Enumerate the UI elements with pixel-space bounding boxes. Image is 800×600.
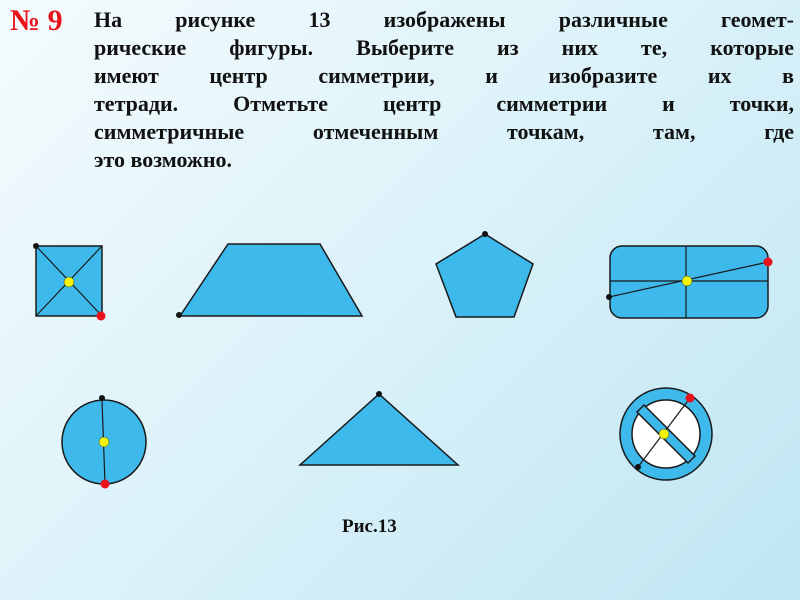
triangle-shape [300,394,458,465]
marked-point [635,464,641,470]
marked-point [33,243,39,249]
center-point [659,429,669,439]
marked-point [482,231,488,237]
marked-point [376,391,382,397]
center-point [64,277,74,287]
symmetric-point [97,312,106,321]
task-text-line: На рисунке 13 изображены различные геомет- [94,7,794,32]
pentagon-shape [436,234,533,317]
figure-crossed-ring [620,388,712,480]
symmetric-point [764,258,773,267]
task-text-line: симметричные отмеченным точкам, там, где [94,119,794,144]
task-number: № 9 [10,4,63,37]
task-text-line: имеют центр симметрии, и изобразите их в [94,63,794,88]
figure-circle [62,395,146,489]
task-text-line: это возможно. [94,147,233,172]
figure-rounded-rectangle [606,246,773,318]
figure-pentagon [436,231,533,317]
task-text-line: тетради. Отметьте центр симметрии и точки, [94,91,794,116]
figure-caption: Рис.13 [342,516,397,537]
symmetric-point [101,480,110,489]
center-point [682,276,692,286]
marked-point [99,395,105,401]
center-point [99,437,109,447]
figure-trapezoid [176,244,362,318]
figure-square [33,243,106,321]
trapezoid-shape [180,244,362,316]
task-text-line: рические фигуры. Выберите из них те, которые [94,35,794,60]
figure-triangle [300,391,458,465]
symmetric-point [686,394,695,403]
marked-point [176,312,182,318]
marked-point [606,294,612,300]
